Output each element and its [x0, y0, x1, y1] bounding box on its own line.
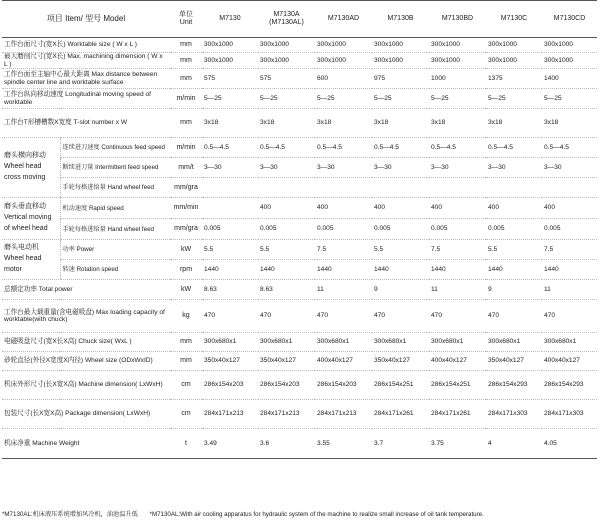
value-cell: 300x1000 [486, 53, 542, 69]
value-cell: 1000 [429, 69, 486, 89]
value-cell: 300x680x1 [372, 333, 429, 352]
value-cell: 3x18 [486, 109, 542, 138]
row-unit: mm/min [170, 198, 202, 219]
value-cell: 284x171x303 [542, 400, 597, 429]
value-cell: 300x1000 [429, 53, 486, 69]
value-cell: 0.5—4.5 [202, 138, 258, 158]
value-cell: 9 [372, 280, 429, 300]
value-cell: 3.7 [372, 429, 429, 459]
value-cell: 300x1000 [258, 53, 315, 69]
value-cell: 0.005 [542, 219, 597, 240]
value-cell: 286x154x203 [258, 371, 315, 400]
row-unit: mm/gra [170, 219, 202, 240]
value-cell: 300x1000 [315, 38, 372, 53]
value-cell: 3—30 [315, 158, 372, 178]
value-cell: 3x18 [202, 109, 258, 138]
row-unit: kW [170, 280, 202, 300]
value-cell: 300x1000 [542, 38, 597, 53]
row-label: 包装尺寸(长X宽X高) Package dimension( LxWxH) [2, 400, 170, 429]
value-cell: 5—25 [202, 89, 258, 109]
value-cell: 284x171x213 [315, 400, 372, 429]
value-cell [372, 178, 429, 198]
value-cell: 1375 [486, 69, 542, 89]
row-unit: mm [170, 69, 202, 89]
value-cell: 0.5—4.5 [429, 138, 486, 158]
value-cell: 400 [315, 198, 372, 219]
value-cell: 350x40x127 [258, 352, 315, 371]
row-label: 机床外形尺寸(长X宽X高) Machine dimension( LxWxH) [2, 371, 170, 400]
value-cell: 3.75 [429, 429, 486, 459]
value-cell: 3x18 [429, 109, 486, 138]
footnote [2, 509, 494, 518]
header-model: M7130B [372, 1, 429, 38]
header-model: M7130A (M7130AL) [258, 1, 315, 38]
row-sub-label: 断续进刀量 Intermittent feed speed [60, 158, 170, 178]
spec-table [2, 0, 597, 459]
row-group-label: 磨头垂直移动 Vertical moving of wheel head [2, 198, 60, 240]
header-model: M7130CD [542, 1, 597, 38]
table-row [2, 89, 597, 109]
value-cell: 400x40x127 [429, 352, 486, 371]
value-cell: 0.005 [486, 219, 542, 240]
value-cell: 8.63 [202, 280, 258, 300]
header-unit: 单位 Unit [170, 1, 202, 38]
value-cell: 5.5 [486, 240, 542, 260]
row-unit: mm [170, 333, 202, 352]
value-cell: 5—25 [486, 89, 542, 109]
value-cell: 300x1000 [429, 38, 486, 53]
value-cell: 300x1000 [202, 38, 258, 53]
value-cell: 284x171x261 [372, 400, 429, 429]
value-cell: 300x1000 [542, 53, 597, 69]
value-cell: 5.5 [202, 240, 258, 260]
value-cell [202, 198, 258, 219]
value-cell: 7.5 [429, 240, 486, 260]
row-label: 工作台T形槽槽数X宽度 T-slot number x W [2, 109, 170, 138]
value-cell: 470 [258, 300, 315, 333]
footnote-cn: *M7130AL:机床液压系统增加风冷机，油池温升低 [2, 511, 138, 518]
value-cell: 3—30 [202, 158, 258, 178]
row-group-label: 磨头电动机 Wheel head motor [2, 240, 60, 280]
value-cell: 1400 [542, 69, 597, 89]
value-cell: 0.5—4.5 [372, 138, 429, 158]
value-cell: 300x1000 [486, 38, 542, 53]
table-row [2, 109, 597, 138]
value-cell: 975 [372, 69, 429, 89]
table-row [2, 260, 597, 280]
value-cell: 300x680x1 [429, 333, 486, 352]
table-row [2, 178, 597, 198]
row-unit: kg [170, 300, 202, 333]
table-row [2, 400, 597, 429]
row-label: 工作台纵向移动速度 Longitudinal moving speed of worktable [2, 89, 170, 109]
row-label: 最大磨削尺寸(宽X长) Max. machining dimension ( W x L ) [2, 53, 170, 69]
header-model: M7130AD [315, 1, 372, 38]
value-cell: 11 [542, 280, 597, 300]
row-sub-label: 手轮每格进给量 Hand wheel feed [60, 219, 170, 240]
footnote-en: *M7130AL:With air cooling apparatus for hydraulic system of the machine to realize small increase of oil tank temperature. [149, 511, 484, 518]
value-cell: 3—30 [429, 158, 486, 178]
value-cell [258, 178, 315, 198]
value-cell: 1440 [258, 260, 315, 280]
value-cell: 575 [258, 69, 315, 89]
row-label: 砂轮直径(外径X宽度X内径) Wheel size (ODxWxID) [2, 352, 170, 371]
table-row [2, 240, 597, 260]
row-label: 总额定功率 Total power [2, 280, 170, 300]
value-cell: 400 [258, 198, 315, 219]
row-unit: m/min [170, 89, 202, 109]
table-row [2, 280, 597, 300]
value-cell: 284x171x213 [202, 400, 258, 429]
value-cell: 300x1000 [258, 38, 315, 53]
table-row [2, 158, 597, 178]
table-row [2, 219, 597, 240]
value-cell: 11 [315, 280, 372, 300]
row-label: 工作台面尺寸(宽X长) Worktable size ( W x L ) [2, 38, 170, 53]
row-unit: mm [170, 352, 202, 371]
row-unit: cm [170, 400, 202, 429]
row-unit: mm [170, 53, 202, 69]
value-cell: 1440 [486, 260, 542, 280]
value-cell: 0.005 [315, 219, 372, 240]
value-cell: 5—25 [315, 89, 372, 109]
value-cell: 400x40x127 [542, 352, 597, 371]
value-cell: 11 [429, 280, 486, 300]
row-sub-label: 手轮每格进给量 Hand wheel feed [60, 178, 170, 198]
value-cell: 470 [429, 300, 486, 333]
value-cell: 470 [315, 300, 372, 333]
value-cell [486, 178, 542, 198]
value-cell: 7.5 [542, 240, 597, 260]
value-cell: 4.05 [542, 429, 597, 459]
value-cell: 3—30 [258, 158, 315, 178]
value-cell: 350x40x127 [372, 352, 429, 371]
value-cell: 284x171x261 [429, 400, 486, 429]
row-group-label: 磨头横向移动 Wheel head cross moving [2, 138, 60, 198]
row-unit: mm/gra [170, 178, 202, 198]
value-cell: 7.5 [315, 240, 372, 260]
value-cell: 3.55 [315, 429, 372, 459]
value-cell: 350x40x127 [486, 352, 542, 371]
row-sub-label: 功率 Power [60, 240, 170, 260]
value-cell [542, 178, 597, 198]
value-cell [202, 178, 258, 198]
row-unit: t [170, 429, 202, 459]
value-cell: 0.5—4.5 [542, 138, 597, 158]
value-cell: 1440 [429, 260, 486, 280]
value-cell: 3x18 [315, 109, 372, 138]
value-cell: 5.5 [372, 240, 429, 260]
value-cell: 9 [486, 280, 542, 300]
value-cell: 8.63 [258, 280, 315, 300]
value-cell: 350x40x127 [202, 352, 258, 371]
value-cell: 300x680x1 [315, 333, 372, 352]
value-cell: 5—25 [258, 89, 315, 109]
row-label: 电磁吸盘尺寸(宽X长X高) Chuck size( WxL ) [2, 333, 170, 352]
header-model: M7130 [202, 1, 258, 38]
value-cell: 470 [542, 300, 597, 333]
value-cell: 1440 [315, 260, 372, 280]
table-row [2, 53, 597, 69]
value-cell: 0.005 [429, 219, 486, 240]
value-cell: 400x40x127 [315, 352, 372, 371]
value-cell: 300x1000 [315, 53, 372, 69]
header-row [2, 1, 597, 38]
value-cell: 1440 [372, 260, 429, 280]
value-cell: 286x154x203 [315, 371, 372, 400]
value-cell: 5.5 [258, 240, 315, 260]
value-cell: 5—25 [372, 89, 429, 109]
value-cell: 300x680x1 [542, 333, 597, 352]
value-cell: 575 [202, 69, 258, 89]
value-cell: 3x18 [372, 109, 429, 138]
value-cell: 3.6 [258, 429, 315, 459]
value-cell: 0.5—4.5 [486, 138, 542, 158]
value-cell: 470 [486, 300, 542, 333]
value-cell: 3x18 [258, 109, 315, 138]
value-cell: 300x680x1 [202, 333, 258, 352]
row-label: 工作台最大载重量(含电磁吸盘) Max loading capacity of worktable(with chuck) [2, 300, 170, 333]
row-sub-label: 转速 Rotation speed [60, 260, 170, 280]
value-cell: 400 [542, 198, 597, 219]
value-cell: 286x154x293 [486, 371, 542, 400]
value-cell: 3—30 [542, 158, 597, 178]
value-cell: 300x1000 [372, 53, 429, 69]
value-cell: 286x154x293 [542, 371, 597, 400]
value-cell: 300x1000 [202, 53, 258, 69]
row-unit: cm [170, 371, 202, 400]
row-unit: kW [170, 240, 202, 260]
value-cell: 5—25 [429, 89, 486, 109]
value-cell: 4 [486, 429, 542, 459]
table-row [2, 300, 597, 333]
value-cell: 470 [372, 300, 429, 333]
value-cell [429, 178, 486, 198]
value-cell: 286x154x251 [429, 371, 486, 400]
value-cell: 5—25 [542, 89, 597, 109]
table-row [2, 38, 597, 53]
value-cell: 3—30 [372, 158, 429, 178]
value-cell: 0.5—4.5 [258, 138, 315, 158]
row-sub-label: 机动速度 Rapid speed [60, 198, 170, 219]
value-cell: 286x154x251 [372, 371, 429, 400]
value-cell: 286x154x203 [202, 371, 258, 400]
value-cell: 3.49 [202, 429, 258, 459]
table-row [2, 429, 597, 459]
value-cell: 3x18 [542, 109, 597, 138]
row-label: 机床净重 Machine Weight [2, 429, 170, 459]
table-row [2, 352, 597, 371]
value-cell: 600 [315, 69, 372, 89]
value-cell: 400 [429, 198, 486, 219]
value-cell: 0.005 [372, 219, 429, 240]
row-unit: m/min [170, 138, 202, 158]
row-unit: mm [170, 38, 202, 53]
table-row [2, 371, 597, 400]
value-cell: 284x171x303 [486, 400, 542, 429]
header-model: M7130C [486, 1, 542, 38]
value-cell: 0.5—4.5 [315, 138, 372, 158]
value-cell: 284x171x213 [258, 400, 315, 429]
table-row [2, 69, 597, 89]
value-cell: 0.005 [202, 219, 258, 240]
value-cell: 300x1000 [372, 38, 429, 53]
table-row [2, 198, 597, 219]
value-cell [315, 178, 372, 198]
row-unit: mm [170, 109, 202, 138]
header-model: M7130BD [429, 1, 486, 38]
row-label: 工作台面至主轴中心最大距离 Max distance between spindle center line and worktable surface [2, 69, 170, 89]
row-unit: mm/t [170, 158, 202, 178]
value-cell: 300x680x1 [486, 333, 542, 352]
header-item: 项目 Item/ 型号 Model [2, 1, 170, 38]
value-cell: 400 [486, 198, 542, 219]
table-row [2, 333, 597, 352]
value-cell: 1440 [202, 260, 258, 280]
value-cell: 3—30 [486, 158, 542, 178]
row-unit: rpm [170, 260, 202, 280]
value-cell: 0.005 [258, 219, 315, 240]
row-sub-label: 连续进刀速度 Continuous feed speed [60, 138, 170, 158]
value-cell: 400 [372, 198, 429, 219]
value-cell: 470 [202, 300, 258, 333]
value-cell: 300x680x1 [258, 333, 315, 352]
value-cell: 1440 [542, 260, 597, 280]
table-row [2, 138, 597, 158]
